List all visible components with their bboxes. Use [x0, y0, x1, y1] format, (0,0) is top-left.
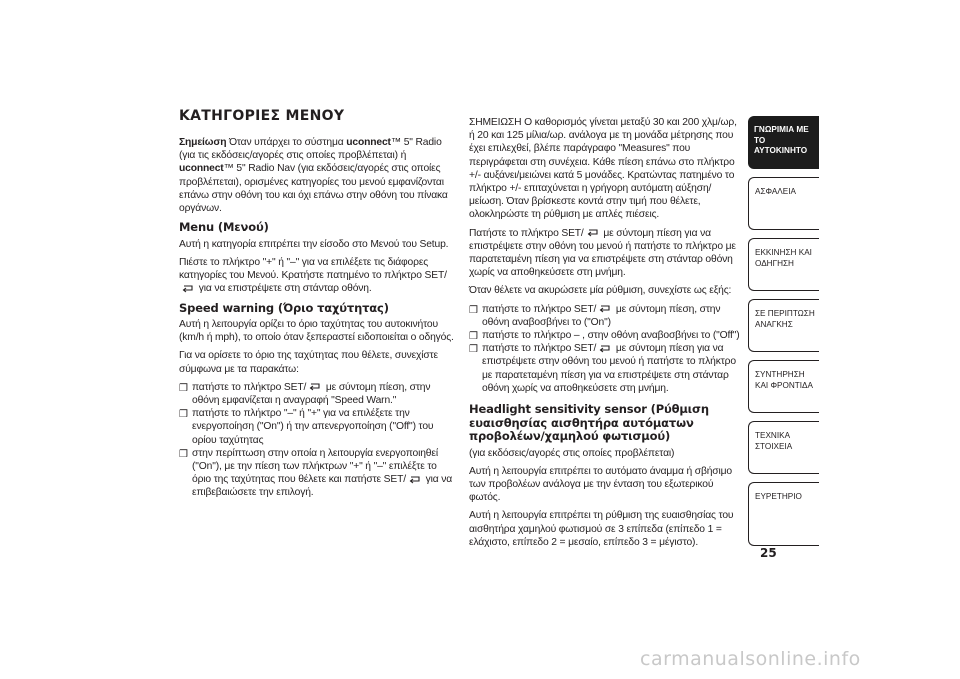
section-tabs — [748, 116, 819, 546]
return-arrow-icon — [408, 476, 421, 484]
checkbox-bullet-icon: ❒ — [469, 344, 478, 356]
page-number: 25 — [760, 546, 777, 560]
checkbox-bullet-icon: ❒ — [179, 448, 188, 460]
tab-emergency[interactable]: ΣΕ ΠΕΡΙΠΤΩΣΗ ΑΝΑΓΚΗΣ — [748, 299, 819, 352]
return-arrow-icon — [598, 305, 611, 313]
body-paragraph: Όταν θέλετε να ακυρώσετε μία ρύθμιση, συνεχίστε ως εξής: — [469, 285, 732, 297]
speed-warning-heading: Speed warning (Όριο ταχύτητας) — [179, 300, 389, 315]
note-label: Σημείωση — [179, 137, 227, 148]
tab-index[interactable]: ΕΥΡΕΤΗΡΙΟ — [748, 482, 819, 546]
menu-paragraph: Αυτή η κατηγορία επιτρέπει την είσοδο στο Μενού του Setup. — [179, 238, 449, 250]
return-arrow-icon — [308, 383, 321, 391]
tab-safety[interactable]: ΑΣΦΑΛΕΙΑ — [748, 177, 819, 230]
cancel-steps-list — [469, 303, 740, 395]
list-item: ❒ στην περίπτωση στην οποία η λειτουργία ενεργοποιηθεί ("On"), με την πίεση των πλήκτρων "+" ή "–" επιλέξτε το όριο της ταχύτητας που θέλετε και πατήστε SET/ για να επιβεβαιώσετε την επιλογή. — [179, 447, 453, 499]
list-item: ❒ πατήστε το πλήκτρο SET/ με σύντομη πίεση, στην οθόνη αναβοσβήνει το ("On") — [469, 303, 721, 328]
return-arrow-icon — [586, 229, 599, 237]
right-column — [469, 116, 740, 554]
left-column — [179, 108, 457, 505]
headlight-sensitivity-heading: Headlight sensitivity sensor (Ρύθμιση ευαισθησίας αισθητήρα αυτόματων προβολέων/χαμηλού φωτισμού) — [469, 402, 709, 444]
speed-steps-list — [179, 381, 457, 500]
list-item: ❒ πατήστε το πλήκτρο SET/ με σύντομη πίεση για να επιστρέψετε στην οθόνη του μενού ή πατήστε το πλήκτρο με παρατεταμένη πίεση για να επιστρέψετε στη στάνταρ οθόνη χωρίς να αποθηκεύσετε στη μνήμη. — [469, 343, 736, 394]
tab-technical-data[interactable]: ΤΕΧΝΙΚΑ ΣΤΟΙΧΕΙΑ — [748, 421, 819, 474]
body-paragraph: Αυτή η λειτουργία επιτρέπει το αυτόματο άναμμα ή σβήσιμο των προβολέων ανάλογα με την ένταση του εξωτερικού φωτός. — [469, 465, 733, 504]
speed-paragraph: Για να ορίσετε το όριο της ταχύτητας που θέλετε, συνεχίστε σύμφωνα με τα παρακάτω: — [179, 350, 438, 375]
body-paragraph: Πατήστε το πλήκτρο SET/ με σύντομη πίεση για να επιστρέψετε στην οθόνη του μενού ή πατήστε το πλήκτρο με παρατεταμένη πίεση για να επιστρέψετε στη στάνταρ οθόνη χωρίς να αποθηκεύσετε στη μνήμη. — [469, 227, 736, 279]
checkbox-bullet-icon: ❒ — [179, 409, 188, 421]
uconnect-brand: uconnect — [179, 163, 224, 175]
watermark: carmanualsonline.info — [640, 648, 861, 670]
list-item: ❒ πατήστε το πλήκτρο SET/ με σύντομη πίεση, στην οθόνη εμφανίζεται η αναγραφή "Speed Warn." — [179, 381, 431, 407]
page-title: ΚΑΤΗΓΟΡΙΕΣ ΜΕΝΟΥ — [179, 108, 345, 124]
return-arrow-icon — [181, 285, 194, 293]
menu-paragraph: Πιέστε το πλήκτρο "+" ή "–" για να επιλέξετε τις διάφορες κατηγορίες του Μενού. Κρατήστε πατημένο το πλήκτρο SET/ για να επιστρέψετε στη στάνταρ οθόνη. — [179, 256, 447, 295]
tab-maintenance[interactable]: ΣΥΝΤΗΡΗΣΗ ΚΑΙ ΦΡΟΝΤΙΔΑ — [748, 360, 819, 413]
tab-starting-driving[interactable]: ΕΚΚΙΝΗΣΗ ΚΑΙ ΟΔΗΓΗΣΗ — [748, 238, 819, 291]
menu-heading: Menu (Μενού) — [179, 220, 269, 235]
headlight-subtitle: (για εκδόσεις/αγορές στις οποίες προβλέπεται) — [469, 447, 675, 459]
checkbox-bullet-icon: ❒ — [469, 304, 478, 316]
list-item: ❒ πατήστε το πλήκτρο "–" ή "+" για να επιλέξετε την ενεργοποίηση ("On") ή την απενεργοποίηση ("Off") του ορίου ταχύτητας — [179, 408, 434, 446]
return-arrow-icon — [598, 345, 611, 353]
uconnect-brand: uconnect — [346, 137, 391, 148]
note-paragraph: Σημείωση Όταν υπάρχει το σύστημα uconnect™ 5" Radio (για τις εκδόσεις/αγορές στις οποίες προβλέπεται) ή uconnect™ 5" Radio Nav (για εκδόσεις/αγορές στις οποίες προβλέπεται), ορισμένες κατηγορίες του μενού εμφανίζονται επάνω στην οθόνη του και όχι επάνω στην οθόνη του πίνακα οργάνων. — [179, 137, 448, 215]
list-item: ❒ πατήστε το πλήκτρο – , στην οθόνη αναβοσβήνει το ("Off") — [469, 330, 740, 343]
checkbox-bullet-icon: ❒ — [179, 382, 188, 394]
checkbox-bullet-icon: ❒ — [469, 331, 478, 343]
note-paragraph: ΣΗΜΕΙΩΣΗ Ο καθορισμός γίνεται μεταξύ 30 και 200 χλμ/ωρ, ή 20 και 125 μίλια/ωρ. ανάλογα με τη μονάδα μέτρησης που έχει επιλεχθεί, βλέπε παράγραφο "Measures" που περιγράφεται στη συνέχεια. Κάθε πίεση επάνω στο πλήκτρο +/- αυξάνει/μειώνει κατά 5 μονάδες. Κρατώντας πατημένο το πλήκτρο +/- επιταχύνεται η γρήγορη αυτόματη αύξηση/μείωση. Όταν βρίσκεστε κοντά στην τιμή που θέλετε, ολοκληρώστε τη ρύθμιση με απλές πιέσεις. — [469, 117, 737, 221]
body-paragraph: Αυτή η λειτουργία επιτρέπει τη ρύθμιση της ευαισθησίας του αισθητήρα χαμηλού φωτισμού σε 3 επίπεδα (επίπεδο 1 = ελάχιστο, επίπεδο 2 = μεσαίο, επίπεδο 3 = μέγιστο). — [469, 510, 734, 548]
tab-getting-to-know[interactable]: ΓΝΩΡΙΜΙΑ ΜΕ ΤΟ ΑΥΤΟΚΙΝΗΤΟ — [748, 116, 819, 169]
speed-paragraph: Αυτή η λειτουργία ορίζει το όριο ταχύτητας του αυτοκινήτου (km/h ή mph), το οποίο όταν ξεπεραστεί ειδοποιείται ο οδηγός. — [179, 319, 454, 344]
